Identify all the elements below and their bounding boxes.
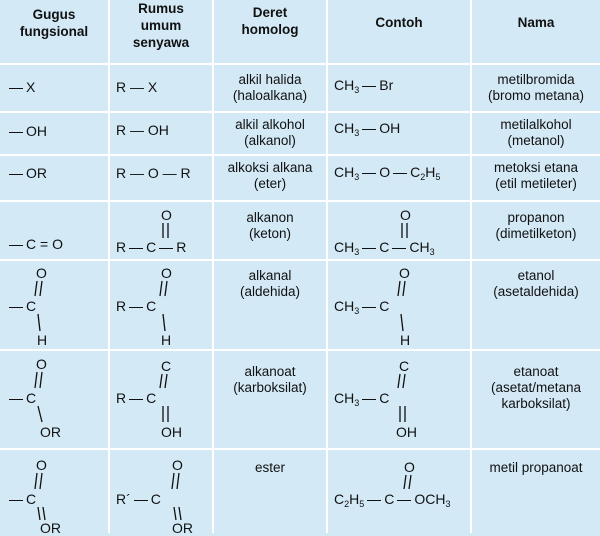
deret-line: (alkanol)	[244, 133, 296, 148]
deret-ester	[214, 460, 326, 476]
atom-label: R	[116, 390, 127, 406]
header-deret-homolog	[214, 4, 326, 38]
bond	[165, 281, 167, 296]
header-line: homolog	[241, 22, 299, 37]
atom-label: O	[399, 265, 410, 281]
atom-label: O	[414, 491, 426, 507]
atom-label: C	[26, 236, 37, 252]
deret-aldehyde	[214, 268, 326, 300]
atom-label: Br	[379, 77, 394, 93]
contoh-ketone	[334, 239, 435, 255]
row-divider	[0, 259, 600, 261]
bond	[35, 281, 37, 296]
atom-label: H	[400, 332, 411, 348]
subscript: 3	[429, 247, 435, 257]
bond	[9, 500, 23, 502]
atom-label: CH	[334, 298, 355, 314]
nama-ketone	[472, 210, 600, 242]
bond	[404, 475, 406, 489]
atom-label: OH	[396, 424, 417, 440]
atom-label: C	[410, 164, 421, 180]
bond	[367, 500, 381, 502]
atom-label: O	[36, 356, 47, 372]
bond	[40, 281, 42, 296]
gugus-ether	[6, 165, 47, 181]
bond	[40, 473, 42, 489]
bond	[398, 281, 400, 296]
bond	[403, 281, 405, 296]
atom-label: CH	[334, 77, 355, 93]
atom-label: H	[349, 491, 360, 507]
subscript: 3	[354, 306, 360, 316]
bond	[177, 473, 179, 489]
contoh-halide	[334, 77, 393, 93]
nama-line: (bromo metana)	[487, 88, 585, 103]
deret-line: alkanal	[248, 268, 292, 283]
contoh-carboxylic	[334, 390, 389, 406]
atom-label: CH	[334, 120, 355, 136]
subscript: 3	[354, 172, 360, 182]
atom-label: = O	[40, 236, 63, 252]
atom-label: C	[379, 298, 390, 314]
header-rumus-umum	[110, 0, 212, 51]
bond	[160, 281, 162, 296]
row-divider	[0, 200, 600, 202]
subscript: 5	[359, 499, 365, 509]
row-divider	[0, 111, 600, 113]
atom-label: C	[146, 298, 157, 314]
header-line: Gugus	[32, 7, 76, 22]
header-line: senyawa	[132, 35, 190, 50]
nama-line: etanoat	[513, 364, 559, 379]
atom-label: CH	[425, 491, 446, 507]
rumus-halide: R — X	[116, 79, 158, 95]
deret-line: ester	[254, 460, 285, 475]
bond	[9, 88, 23, 90]
contoh-aldehyde	[334, 298, 389, 314]
bond	[362, 248, 376, 250]
deret-alcohol	[214, 117, 326, 149]
atom-label: X	[26, 79, 36, 95]
bond	[134, 500, 148, 502]
subscript: 3	[354, 128, 360, 138]
bond	[392, 248, 406, 250]
row-divider	[0, 349, 600, 351]
rumus-alcohol: R — OH	[116, 122, 169, 138]
atom-label: O	[400, 207, 411, 223]
gugus-halide	[6, 79, 35, 95]
subscript: 3	[354, 85, 360, 95]
row-divider	[0, 63, 600, 65]
bond	[9, 307, 23, 309]
rumus-ether: R — O — R	[116, 165, 191, 181]
atom-label: R	[116, 298, 127, 314]
atom-label: CH	[334, 164, 355, 180]
bond	[398, 374, 400, 388]
bond	[38, 314, 40, 331]
atom-label: O	[379, 164, 391, 180]
nama-line: (etil metileter)	[495, 176, 577, 191]
nama-ether	[472, 160, 600, 192]
atom-label: R	[116, 239, 127, 255]
bond	[160, 374, 162, 388]
column-divider	[326, 0, 328, 533]
bond	[403, 374, 405, 388]
bond	[179, 507, 181, 520]
deret-ketone	[214, 210, 326, 242]
rumus-ketone	[116, 239, 186, 255]
bond	[362, 173, 376, 175]
header-line: umum	[140, 18, 182, 33]
deret-line: (eter)	[253, 176, 287, 191]
nama-ester	[472, 460, 600, 476]
contoh-ester	[334, 491, 451, 507]
deret-line: alkoksi alkana	[227, 160, 313, 175]
atom-label: R	[176, 239, 187, 255]
atom-label: C	[399, 358, 410, 374]
deret-line: alkil halida	[238, 72, 302, 87]
rumus-ester	[116, 491, 161, 507]
deret-halide	[214, 72, 326, 104]
header-line: fungsional	[19, 24, 89, 39]
nama-line: metilalkohol	[500, 117, 572, 132]
nama-line: (dimetilketon)	[495, 226, 577, 241]
deret-line: (aldehida)	[239, 284, 301, 299]
atom-label: O	[36, 457, 47, 473]
atom-label: C	[334, 491, 345, 507]
atom-label: CH	[409, 239, 430, 255]
atom-label: OR	[40, 520, 61, 536]
nama-line: etanol	[517, 268, 555, 283]
nama-halide	[472, 72, 600, 104]
nama-line: (metanol)	[507, 133, 565, 148]
bond	[129, 248, 143, 250]
bond	[362, 129, 376, 131]
subscript: 2	[420, 172, 426, 182]
bond	[409, 475, 411, 489]
subscript: 3	[354, 398, 360, 408]
atom-label: C	[26, 390, 37, 406]
gugus-ester	[6, 491, 36, 507]
row-divider	[0, 448, 600, 450]
bond	[129, 399, 143, 401]
atom-label: O	[36, 265, 47, 281]
atom-label: H	[425, 164, 436, 180]
nama-line: propanon	[507, 210, 565, 225]
nama-line: metilbromida	[497, 72, 575, 87]
atom-label: CH	[334, 239, 355, 255]
nama-aldehyde	[472, 268, 600, 300]
nama-line: (asetaldehida)	[493, 284, 579, 299]
nama-line: karboksilat)	[501, 396, 571, 411]
atom-label: C	[379, 390, 390, 406]
deret-ether	[214, 160, 326, 192]
atom-label: OR	[26, 165, 47, 181]
nama-line: metoksi etana	[493, 160, 579, 175]
bond	[159, 248, 173, 250]
nama-line: (asetat/metana	[490, 380, 582, 395]
bond	[35, 473, 37, 489]
rumus-aldehyde	[116, 298, 156, 314]
atom-label: C	[26, 491, 37, 507]
contoh-ether	[334, 164, 440, 180]
atom-label: OH	[161, 424, 182, 440]
bond	[38, 507, 40, 520]
bond	[393, 173, 407, 175]
bond	[362, 399, 376, 401]
column-divider	[108, 0, 110, 533]
subscript: 2	[344, 499, 350, 509]
bond	[174, 507, 176, 520]
subscript: 3	[354, 247, 360, 257]
bond	[43, 507, 45, 520]
atom-label: C	[379, 239, 390, 255]
atom-label: C	[146, 390, 157, 406]
bond	[172, 473, 174, 489]
atom-label: H	[161, 332, 172, 348]
deret-line: alkanon	[246, 210, 294, 225]
bond	[9, 245, 23, 247]
bond	[401, 314, 403, 331]
atom-label: O	[161, 207, 172, 223]
deret-line: alkil alkohol	[235, 117, 305, 132]
atom-label: OH	[379, 120, 401, 136]
header-line: Deret	[252, 5, 288, 20]
atom-label: O	[161, 265, 172, 281]
header-line: Rumus	[138, 1, 184, 16]
atom-label: OH	[26, 123, 47, 139]
gugus-ketone	[6, 236, 63, 252]
atom-label: C	[161, 358, 172, 374]
nama-alcohol	[472, 117, 600, 149]
atom-label: C	[146, 239, 157, 255]
deret-line: (keton)	[248, 226, 292, 241]
bond	[397, 500, 411, 502]
header-contoh: Contoh	[375, 15, 423, 30]
bond	[9, 399, 23, 401]
bond	[9, 132, 23, 134]
subscript: 3	[445, 499, 451, 509]
row-divider	[0, 154, 600, 156]
atom-label: OR	[172, 520, 193, 536]
bond	[163, 314, 165, 331]
contoh-alcohol	[334, 120, 400, 136]
bond	[9, 174, 23, 176]
atom-label: O	[404, 459, 415, 475]
atom-label: CH	[334, 390, 355, 406]
deret-line: (karboksilat)	[233, 380, 307, 395]
gugus-aldehyde	[6, 298, 36, 314]
gugus-alcohol	[6, 123, 47, 139]
nama-line: metil propanoat	[489, 460, 583, 475]
bond	[40, 372, 42, 388]
bond	[165, 374, 167, 388]
nama-carboxylic	[472, 364, 600, 412]
atom-label: O	[172, 457, 183, 473]
bond	[38, 406, 42, 422]
deret-carboxylic	[214, 364, 326, 396]
subscript: 5	[435, 172, 441, 182]
bond	[35, 372, 37, 388]
bond	[362, 307, 376, 309]
atom-label: C	[26, 298, 37, 314]
deret-line: (haloalkana)	[232, 88, 308, 103]
atom-label: C	[150, 491, 161, 507]
atom-label: R´	[116, 491, 131, 507]
atom-label: C	[384, 491, 395, 507]
header-gugus-fungsional	[0, 6, 108, 40]
atom-label: H	[37, 332, 48, 348]
atom-label: OR	[40, 424, 61, 440]
header-nama: Nama	[517, 15, 555, 30]
bond	[129, 307, 143, 309]
rumus-carboxylic	[116, 390, 156, 406]
bond	[362, 86, 376, 88]
deret-line: alkanoat	[244, 364, 296, 379]
gugus-carboxylic	[6, 390, 36, 406]
